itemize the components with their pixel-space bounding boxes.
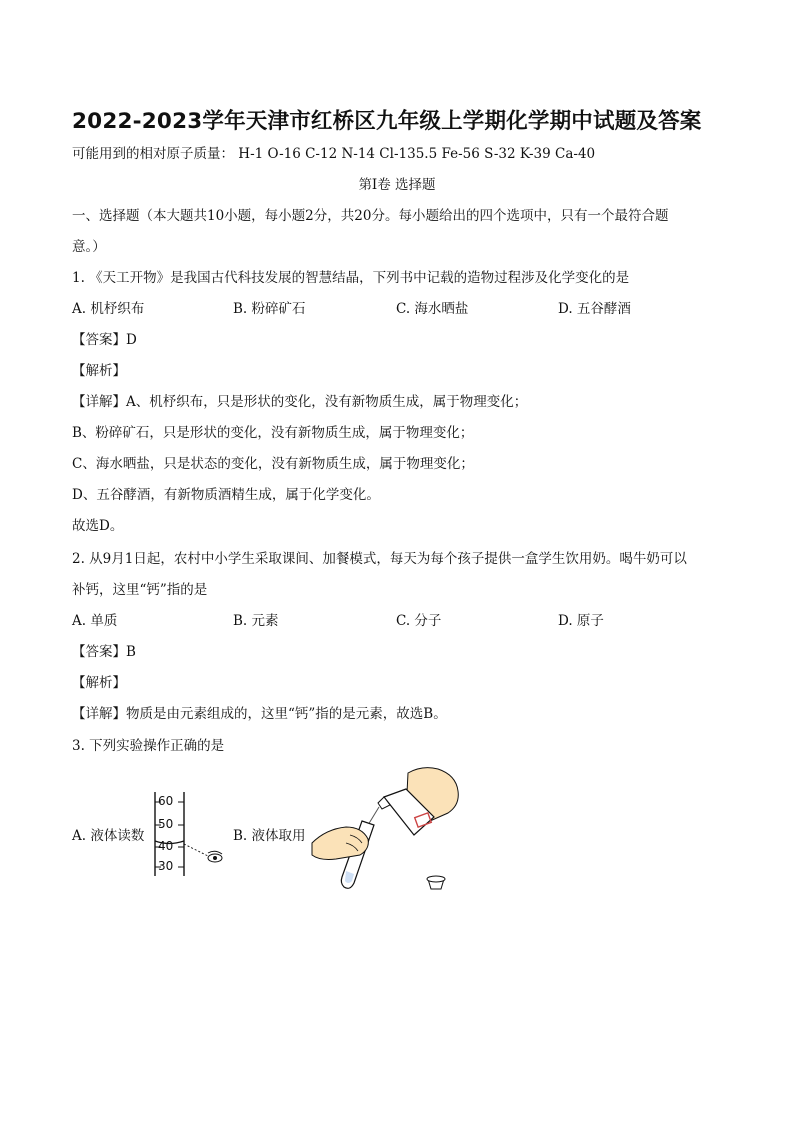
q3-stem: 3. 下列实验操作正确的是 <box>72 738 225 754</box>
q2-option-c: C. 分子 <box>396 613 442 629</box>
q2-option-d: D. 原子 <box>558 613 604 629</box>
q2-answer <box>72 642 136 662</box>
q3-option-a: A. 液体读数 <box>72 828 145 844</box>
q2-detail-text: 物质是由元素组成的，这里“钙”指的是元素，故选B。 <box>126 706 447 722</box>
tick-label-60: 60 <box>158 794 174 808</box>
atomic-mass-line: 可能用到的相对原子质量： H-1 O-16 C-12 N-14 Cl-135.5 Fe-56 S-32 K-39 Ca-40 <box>72 146 596 162</box>
pouring-drawing <box>310 765 470 895</box>
q1-analysis-label: 【解析】 <box>72 363 126 379</box>
liquid-pouring-figure <box>310 765 470 895</box>
q2-option-a: A. 单质 <box>72 613 118 629</box>
instructions-line-1: 一、选择题（本大题共10小题，每小题2分，共20分。每小题给出的四个选项中，只有一个最符合题 <box>72 208 669 224</box>
tick-label-40: 40 <box>158 839 174 853</box>
q2-stem-1: 2. 从9月1日起，农村中小学生采取课间、加餐模式，每天为每个孩子提供一盒学生饮用奶。喝牛奶可以 <box>72 551 687 567</box>
q2-answer-label: 【答案】 <box>72 644 126 660</box>
cylinder-reading-figure <box>150 790 234 880</box>
tick-label-30: 30 <box>158 859 174 873</box>
q2-answer-value: B <box>126 644 136 660</box>
q1-answer-label: 【答案】 <box>72 332 126 348</box>
q2-option-b: B. 元素 <box>233 613 279 629</box>
tick-label-50: 50 <box>158 817 174 831</box>
q1-option-b: B. 粉碎矿石 <box>233 301 306 317</box>
q3-option-b: B. 液体取用 <box>233 828 306 844</box>
q1-detail-1 <box>72 392 527 412</box>
q2-stem-2: 补钙，这里“钙”指的是 <box>72 582 208 598</box>
q1-answer-value: D <box>126 332 137 348</box>
q1-detail-4: D、五谷酵酒，有新物质酒精生成，属于化学变化。 <box>72 487 380 503</box>
page-title: 2022-2023学年天津市红桥区九年级上学期化学期中试题及答案 <box>72 109 702 134</box>
q1-detail-3: C、海水晒盐，只是状态的变化，没有新物质生成，属于物理变化； <box>72 456 474 472</box>
section-title: 第I卷 选择题 <box>358 177 436 193</box>
instructions-line-2: 意。） <box>72 239 106 255</box>
q1-answer <box>72 330 137 350</box>
q1-conclusion: 故选D。 <box>72 518 124 534</box>
q1-option-d: D. 五谷酵酒 <box>558 301 631 317</box>
q1-detail-label: 【详解】 <box>72 394 126 410</box>
q2-detail <box>72 704 447 724</box>
q1-detail-text-1: A、机杼织布，只是形状的变化，没有新物质生成，属于物理变化； <box>126 394 528 410</box>
q1-stem: 1. 《天工开物》是我国古代科技发展的智慧结晶，下列书中记载的造物过程涉及化学变化的是 <box>72 270 630 286</box>
q1-option-c: C. 海水晒盐 <box>396 301 469 317</box>
q1-option-a: A. 机杼织布 <box>72 301 145 317</box>
q1-detail-2: B、粉碎矿石，只是形状的变化，没有新物质生成，属于物理变化； <box>72 425 474 441</box>
q2-analysis-label: 【解析】 <box>72 675 126 691</box>
q2-detail-label: 【详解】 <box>72 706 126 722</box>
